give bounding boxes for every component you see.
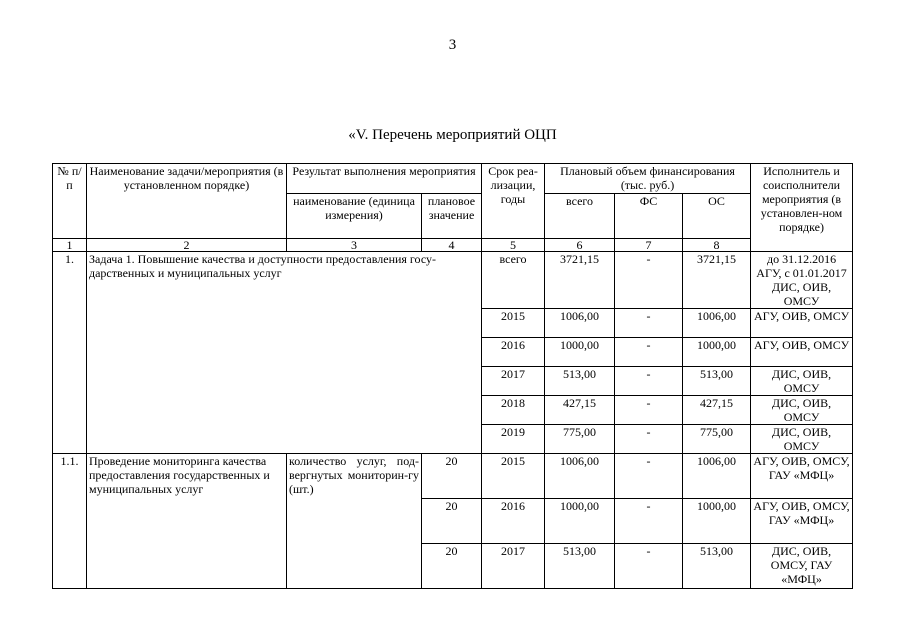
document-title: «V. Перечень мероприятий ОЦП [348, 127, 557, 143]
total-cell: 775,00 [545, 425, 615, 454]
header-fin-os: ОС [683, 194, 751, 239]
total-cell: 513,00 [545, 367, 615, 396]
os-cell: 775,00 [683, 425, 751, 454]
fs-cell: - [615, 367, 683, 396]
column-number: 7 [615, 239, 683, 252]
os-cell: 1006,00 [683, 454, 751, 499]
total-cell: 1006,00 [545, 454, 615, 499]
column-number: 5 [482, 239, 545, 252]
os-cell: 1000,00 [683, 338, 751, 367]
executor-cell: АГУ, ОИВ, ОМСУ [751, 309, 853, 338]
measure-result-name: количество услуг, под-вергнутых мониторин-гу (шт.) [287, 454, 422, 589]
year-cell: 2016 [482, 338, 545, 367]
executor-cell: ДИС, ОИВ, ОМСУ [751, 367, 853, 396]
total-cell: 427,15 [545, 396, 615, 425]
executor-cell: ДИС, ОИВ, ОМСУ [751, 396, 853, 425]
column-number-row [53, 239, 853, 252]
total-cell: 513,00 [545, 544, 615, 589]
year-cell: всего [482, 252, 545, 309]
plan-cell: 20 [422, 544, 482, 589]
executor-cell: АГУ, ОИВ, ОМСУ, ГАУ «МФЦ» [751, 499, 853, 544]
total-cell: 1000,00 [545, 499, 615, 544]
os-cell: 427,15 [683, 396, 751, 425]
fs-cell: - [615, 544, 683, 589]
header-result-plan: плановое значение [422, 194, 482, 239]
measure-num: 1.1. [53, 454, 87, 589]
plan-cell: 20 [422, 454, 482, 499]
header-num: № п/п [53, 164, 87, 239]
header-fin-total: всего [545, 194, 615, 239]
year-cell: 2015 [482, 454, 545, 499]
column-number: 3 [287, 239, 422, 252]
fs-cell: - [615, 425, 683, 454]
fs-cell: - [615, 309, 683, 338]
column-number: 8 [683, 239, 751, 252]
header-term: Срок реа-лизации, годы [482, 164, 545, 239]
fs-cell: - [615, 454, 683, 499]
column-number: 6 [545, 239, 615, 252]
fs-cell: - [615, 499, 683, 544]
column-number: 1 [53, 239, 87, 252]
header-fin-fs: ФС [615, 194, 683, 239]
header-executor: Исполнитель и соисполнители мероприятия (в установлен-ном порядке) [751, 164, 853, 252]
executor-cell: АГУ, ОИВ, ОМСУ [751, 338, 853, 367]
header-result: Результат выполнения мероприятия [287, 164, 482, 194]
page-number: 3 [448, 37, 457, 53]
executor-cell: АГУ, ОИВ, ОМСУ, ГАУ «МФЦ» [751, 454, 853, 499]
fs-cell: - [615, 252, 683, 309]
total-cell: 3721,15 [545, 252, 615, 309]
column-number: 4 [422, 239, 482, 252]
header-result-name: наименование (единица измерения) [287, 194, 422, 239]
table-header-row [53, 164, 853, 194]
task-name: Задача 1. Повышение качества и доступности предоставления госу-дарственных и муниципальных услуг [87, 252, 482, 454]
os-cell: 3721,15 [683, 252, 751, 309]
fs-cell: - [615, 396, 683, 425]
year-cell: 2019 [482, 425, 545, 454]
year-cell: 2016 [482, 499, 545, 544]
year-cell: 2017 [482, 367, 545, 396]
column-number: 2 [87, 239, 287, 252]
measure-name: Проведение мониторинга качества предоставления государственных и муниципальных услуг [87, 454, 287, 589]
year-cell: 2015 [482, 309, 545, 338]
header-task: Наименование задачи/мероприятия (в установленном порядке) [87, 164, 287, 239]
year-cell: 2018 [482, 396, 545, 425]
year-cell: 2017 [482, 544, 545, 589]
os-cell: 1006,00 [683, 309, 751, 338]
executor-cell: ДИС, ОИВ, ОМСУ, ГАУ «МФЦ» [751, 544, 853, 589]
total-cell: 1000,00 [545, 338, 615, 367]
os-cell: 513,00 [683, 367, 751, 396]
total-cell: 1006,00 [545, 309, 615, 338]
os-cell: 1000,00 [683, 499, 751, 544]
executor-cell: до 31.12.2016 АГУ, с 01.01.2017 ДИС, ОИВ, ОМСУ [751, 252, 853, 309]
measures-table [52, 163, 853, 589]
task-num: 1. [53, 252, 87, 454]
table-row [53, 252, 853, 309]
plan-cell: 20 [422, 499, 482, 544]
fs-cell: - [615, 338, 683, 367]
header-finance: Плановый объем финансирования (тыс. руб.) [545, 164, 751, 194]
table-row [53, 454, 853, 499]
os-cell: 513,00 [683, 544, 751, 589]
executor-cell: ДИС, ОИВ, ОМСУ [751, 425, 853, 454]
